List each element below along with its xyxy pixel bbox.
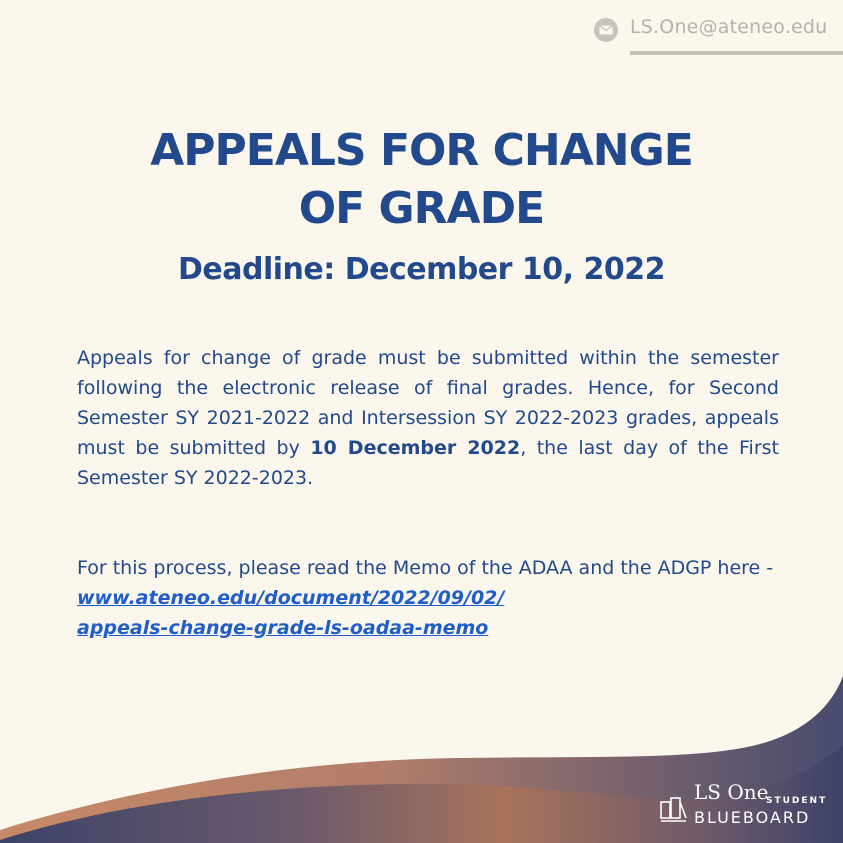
deadline-date-bold: 10 December 2022 [310, 437, 521, 459]
email-address[interactable]: LS.One@ateneo.edu [630, 16, 828, 38]
appeals-text-end: , the last day of the First Semester SY 2022-2023. [77, 437, 779, 489]
memo-text: For this process, please read the Memo of the ADAA and the ADGP here - [77, 557, 774, 579]
books-icon [660, 794, 688, 824]
title-line-2: OF GRADE [298, 183, 545, 234]
logo-blueboard: BLUEBOARD [694, 808, 811, 827]
memo-link-line-2[interactable]: appeals-change-grade-ls-oadaa-memo [77, 617, 489, 639]
appeals-text: Appeals for change of grade must be submitted within the semester following the electronic release of final grades. Hence, for Second Semester SY 2021-2022 and Intersession SY 2022-2023 grades, appeals must be submitted by [77, 347, 779, 459]
deadline-subtitle: Deadline: December 10, 2022 [178, 252, 665, 287]
title-line-1: APPEALS FOR CHANGE [150, 125, 693, 176]
memo-link-line-1[interactable]: www.ateneo.edu/document/2022/09/02/ [77, 587, 505, 609]
logo-student: STUDENT [766, 796, 828, 806]
ls-one-blueboard-logo [660, 780, 830, 830]
logo-ls-one: LS One [694, 780, 769, 804]
